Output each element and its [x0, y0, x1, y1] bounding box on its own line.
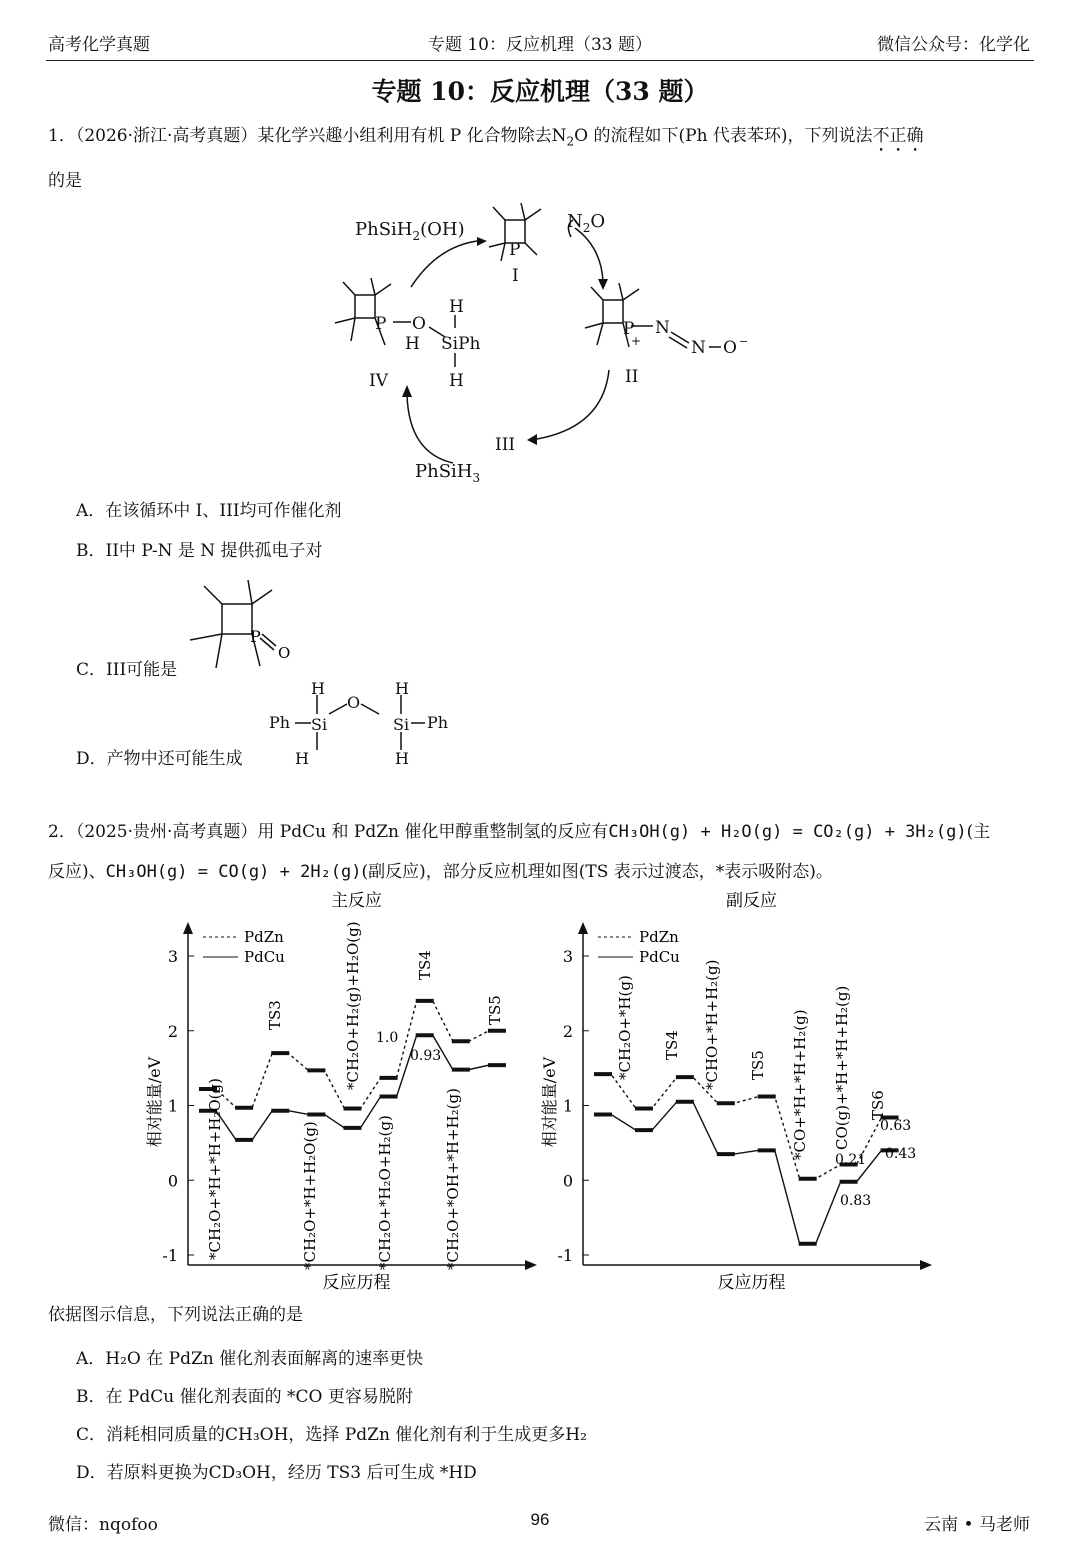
main-state-label: TS5	[486, 995, 504, 1025]
side-annotation: 0.43	[885, 1146, 917, 1162]
main-ytick-label: -1	[162, 1246, 178, 1265]
svg-text:SiPh: SiPh	[441, 334, 481, 354]
svg-text:O: O	[723, 338, 737, 358]
svg-text:N: N	[655, 318, 670, 338]
svg-text:Si: Si	[393, 715, 410, 734]
option-d-structure	[265, 680, 455, 770]
header-center: 专题 10：反应机理（33 题）	[427, 35, 653, 55]
main-ytick-label: 1	[167, 1096, 178, 1116]
side-x-arrow	[920, 1260, 932, 1270]
svg-text:O: O	[278, 644, 291, 662]
main-annotation: 0.93	[410, 1048, 442, 1064]
main-legend-pdcu: PdCu	[244, 948, 285, 966]
catalytic-cycle-diagram	[325, 195, 755, 490]
side-state-label: TS6	[869, 1090, 887, 1120]
svg-text:II: II	[625, 367, 639, 387]
side-annotation: 0.83	[840, 1193, 872, 1209]
q2-option-d[interactable]: D．若原料更换为CD₃OH，经历 TS3 后可生成 *HD	[76, 1463, 477, 1483]
side-ytick-label: 3	[562, 947, 573, 966]
main-ylabel: 相对能量/eV	[145, 1056, 164, 1148]
page-title: 专题 10：反应机理（33 题）	[371, 77, 709, 106]
svg-text:PhSiH2(OH): PhSiH$_2$(OH)	[355, 219, 465, 243]
header-left: 高考化学真题	[48, 35, 150, 55]
main-state-label: *CH₂O+*H+*H+H₂O(g)	[206, 1078, 224, 1260]
main-ytick-label: 2	[167, 1021, 178, 1041]
q1-option-a[interactable]: A．在该循环中 I、III均可作催化剂	[76, 501, 342, 521]
option-c-structure	[182, 572, 312, 677]
svg-text:H: H	[395, 749, 409, 768]
side-annotation: 0.21	[835, 1152, 867, 1168]
svg-text:P: P	[250, 627, 261, 646]
q2-option-a[interactable]: A．H₂O 在 PdZn 催化剂表面解离的速率更快	[76, 1349, 424, 1369]
svg-text:P: P	[375, 314, 387, 334]
side-state-label: TS5	[749, 1050, 767, 1080]
header-right: 微信公众号：化学化	[877, 35, 1030, 55]
svg-text:H: H	[395, 680, 409, 698]
q2-prompt: 依据图示信息，下列说法正确的是	[48, 1305, 303, 1325]
svg-text:IV: IV	[369, 371, 388, 391]
side-annotation: 0.63	[880, 1118, 912, 1134]
svg-text:−: −	[739, 335, 749, 348]
main-state-label: *CH₂O+H₂(g)+H₂O(g)	[344, 921, 362, 1090]
side-series-pdcu	[595, 1102, 898, 1244]
header-rule	[46, 60, 1034, 61]
side-title: 副反应	[726, 891, 777, 911]
main-ytick-label: 0	[167, 1171, 178, 1191]
q2-option-c[interactable]: C．消耗相同质量的CH₃OH，选择 PdZn 催化剂有利于生成更多H₂	[76, 1425, 587, 1445]
side-state-label: *CO+*H+*H+H₂(g)	[791, 1009, 809, 1160]
side-legend-pdzn: PdZn	[639, 928, 679, 946]
svg-text:N: N	[691, 338, 706, 358]
main-state-label: TS4	[416, 950, 434, 980]
side-y-arrow	[578, 922, 588, 934]
side-ylabel: 相对能量/eV	[540, 1056, 559, 1148]
footer-right: 云南 • 马老师	[924, 1515, 1030, 1535]
main-y-arrow	[183, 922, 193, 934]
main-xlabel: 反应历程	[322, 1273, 391, 1290]
side-legend-pdcu: PdCu	[639, 948, 680, 966]
svg-text:Ph: Ph	[427, 713, 449, 732]
main-reaction-chart	[140, 880, 540, 1290]
svg-text:O: O	[412, 314, 426, 334]
svg-text:PhSiH3: PhSiH$_3$	[415, 461, 481, 485]
svg-text:N2O: $N_2O$	[567, 211, 606, 235]
q1-option-c[interactable]: C．III可能是	[76, 660, 178, 680]
side-ytick-label: 0	[562, 1171, 573, 1191]
svg-text:H: H	[449, 297, 464, 317]
svg-text:P: P	[623, 319, 635, 339]
main-annotation: 1.0	[376, 1030, 399, 1046]
svg-text:H: H	[405, 334, 420, 354]
side-ytick-label: -1	[557, 1246, 573, 1265]
side-state-label: *CH₂O+*H(g)	[616, 975, 634, 1080]
main-state-label: *CH₂O+*H+H₂O(g)	[301, 1121, 319, 1270]
side-state-label: CO(g)+*H+*H+H₂(g)	[833, 985, 851, 1150]
svg-text:H: H	[311, 680, 325, 698]
svg-text:I: I	[512, 266, 519, 286]
main-state-label: *CH₂O+*OH+*H+H₂(g)	[444, 1088, 462, 1270]
svg-text:III: III	[495, 435, 516, 455]
svg-text:H: H	[449, 371, 464, 391]
main-legend-pdzn: PdZn	[244, 928, 284, 946]
main-ytick-label: 3	[167, 947, 178, 966]
side-reaction-chart	[535, 880, 940, 1290]
page-number: 96	[530, 1510, 550, 1529]
footer-left: 微信：nqofoo	[48, 1515, 158, 1535]
side-state-label: TS4	[663, 1030, 681, 1060]
side-ytick-label: 2	[562, 1021, 573, 1041]
main-title: 主反应	[331, 891, 382, 911]
main-state-label: *CH₂O+*H₂O+H₂(g)	[376, 1115, 394, 1270]
side-state-label: *CHO+*H+H₂(g)	[703, 959, 721, 1090]
svg-text:Si: Si	[311, 715, 328, 734]
q2-option-b[interactable]: B．在 PdCu 催化剂表面的 *CO 更容易脱附	[76, 1387, 413, 1407]
svg-text:+: +	[631, 334, 642, 348]
q1-option-d[interactable]: D．产物中还可能生成	[76, 749, 243, 769]
svg-text:Ph: Ph	[269, 713, 291, 732]
main-state-label: TS3	[266, 1000, 284, 1030]
svg-text:H: H	[295, 749, 309, 768]
q1-option-b[interactable]: B．II中 P-N 是 N 提供孤电子对	[76, 541, 323, 561]
question-1-stem: 1．（2026·浙江·高考真题）某化学兴趣小组利用有机 P 化合物除去$N_2O$ 的流程如下(Ph 代表苯环)，下列说法不正确 的是	[48, 126, 924, 192]
question-2-stem: 2．（2025·贵州·高考真题）用 PdCu 和 PdZn 催化甲醇重整制氢的反应有CH₃OH(g) + H₂O(g) = CO₂(g) + 3H₂(g)(主 反应)、CH₃OH(g) = CO(g) + 2H₂(g)(副反应)，部分反应机理如图(TS 表示过渡态，*表示吸附态)。	[48, 822, 991, 882]
side-xlabel: 反应历程	[717, 1273, 786, 1290]
svg-text:P: P	[509, 240, 521, 260]
svg-text:O: O	[347, 693, 361, 712]
side-ytick-label: 1	[562, 1096, 573, 1116]
